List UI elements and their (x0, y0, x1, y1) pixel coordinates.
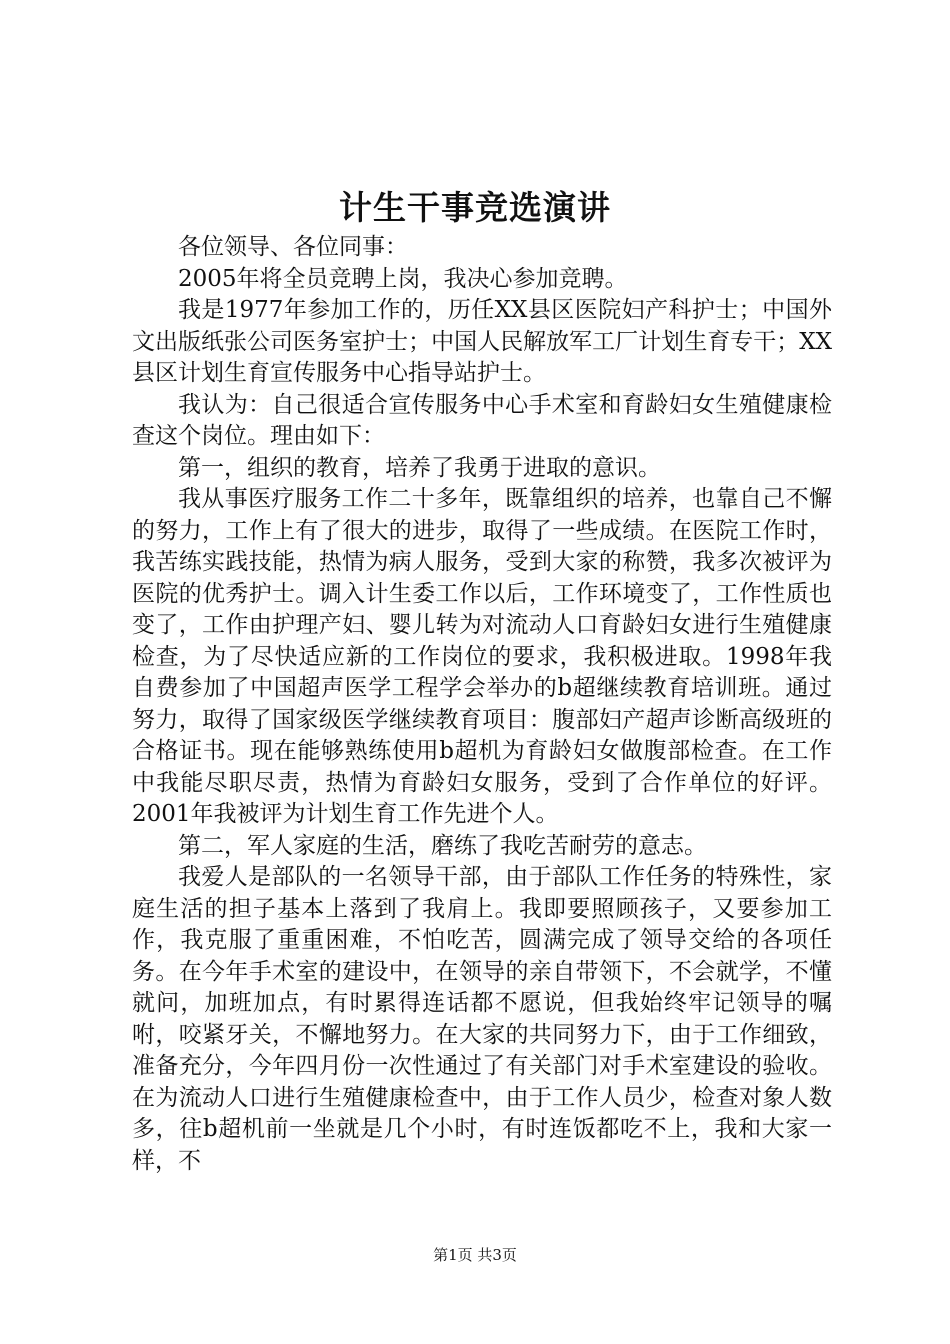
paragraph-reason-two-heading: 第二，军人家庭的生活，磨练了我吃苦耐劳的意志。 (178, 832, 707, 859)
paragraph-reason-one-heading: 第一，组织的教育，培养了我勇于进取的意识。 (178, 454, 661, 481)
paragraph-salutation: 各位领导、各位同事： (178, 234, 408, 260)
paragraph-reason-one-body: 我从事医疗服务工作二十多年，既靠组织的培养，也靠自己不懈的努力，工作上有了很大的进步，取得了一些成绩。在医院工作时，我苦练实践技能，热情为病人服务，受到大家的称赞，我多次被评为医院的优秀护士。调入计生委工作以后，工作环境变了，工作性质也变了，工作由护理产妇、婴儿转为对流动人口育龄妇女进行生殖健康检查，为了尽快适应新的工作岗位的要求，我积极进取。1998年我自费参加了中国超声医学工程学会举办的b超继续教育培训班。通过努力，取得了国家级医学继续教育项目：腹部妇产超声诊断高级班的合格证书。现在能够熟练使用b超机为育龄妇女做腹部检查。在工作中我能尽职尽责，热情为育龄妇女服务，受到了合作单位的好评。2001年我被评为计划生育工作先进个人。 (132, 486, 832, 827)
paragraph-intro: 2005年将全员竞聘上岗，我决心参加竞聘。 (178, 265, 628, 292)
document-body (132, 232, 832, 1177)
page-footer: 第1页 共3页 (433, 1246, 517, 1264)
document-title: 计生干事竞选演讲 (339, 188, 611, 227)
paragraph-work-history: 我是1977年参加工作的，历任XX县区医院妇产科护士；中国外文出版纸张公司医务室护士；中国人民解放军工厂计划生育专干；XX县区计划生育宣传服务中心指导站护士。 (132, 297, 832, 386)
paragraph-reason-two-body: 我爱人是部队的一名领导干部，由于部队工作任务的特殊性，家庭生活的担子基本上落到了我肩上。我即要照顾孩子，又要参加工作，我克服了重重困难，不怕吃苦，圆满完成了领导交给的各项任务。在今年手术室的建设中，在领导的亲自带领下，不会就学，不懂就问，加班加点，有时累得连话都不愿说，但我始终牢记领导的嘱咐，咬紧牙关，不懈地努力。在大家的共同努力下，由于工作细致，准备充分，今年四月份一次性通过了有关部门对手术室建设的验收。在为流动人口进行生殖健康检查中，由于工作人员少，检查对象人数多，往b超机前一坐就是几个小时，有时连饭都吃不上，我和大家一样，不 (132, 864, 832, 1174)
paragraph-suitability: 我认为：自己很适合宣传服务中心手术室和育龄妇女生殖健康检查这个岗位。理由如下： (132, 391, 832, 449)
